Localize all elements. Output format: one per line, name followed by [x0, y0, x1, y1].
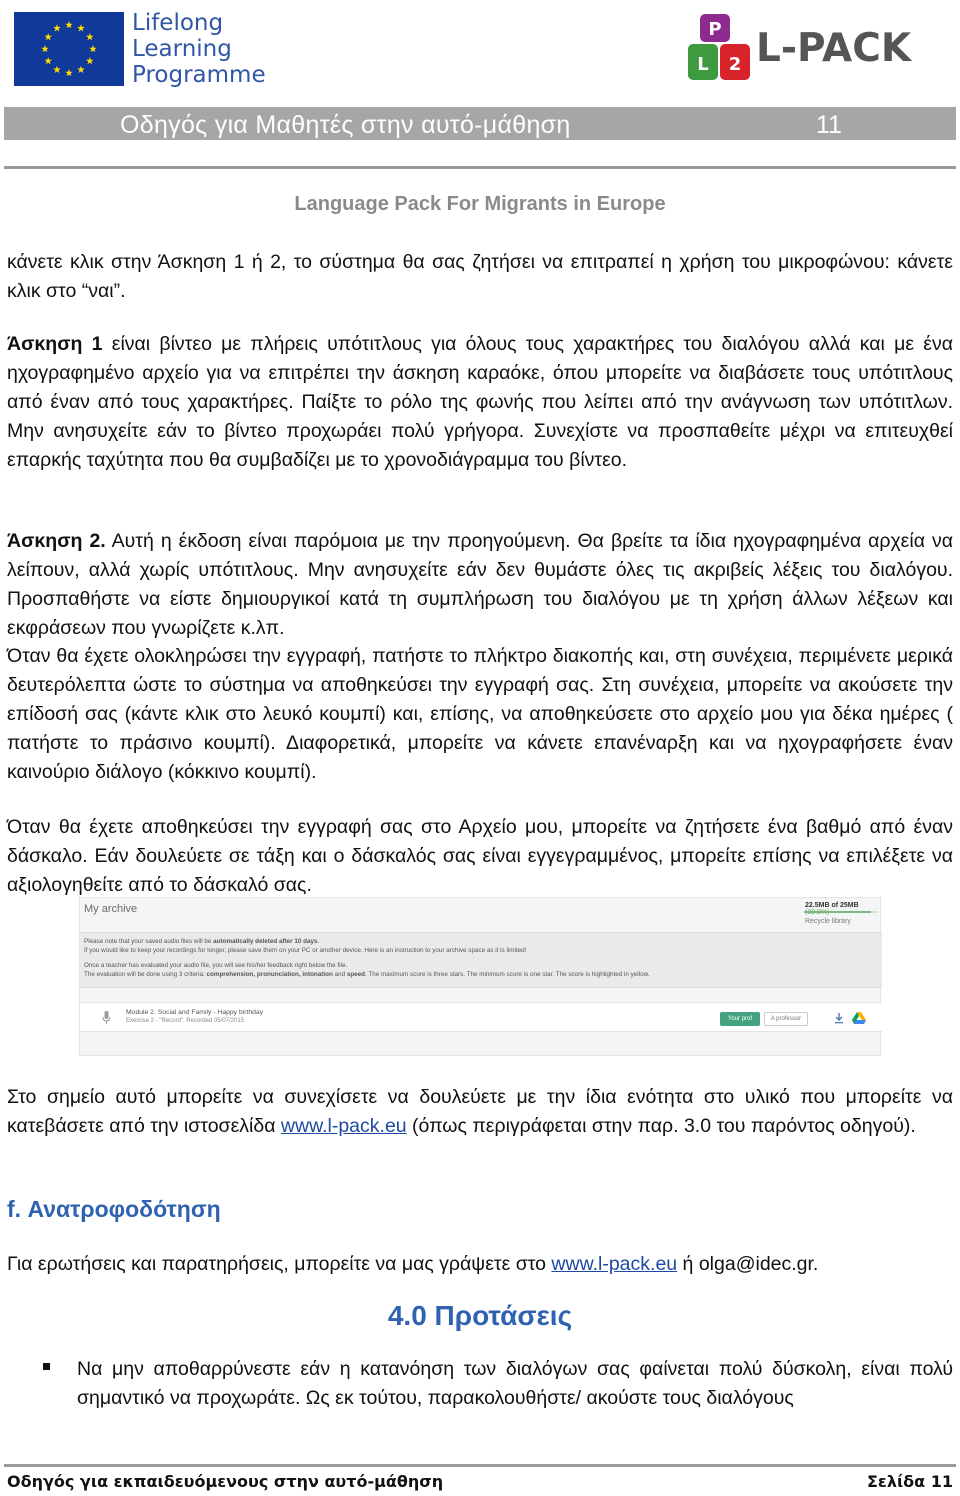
info-line-4-text: The evaluation will be done using 3 criteria:	[84, 971, 207, 978]
footer-page-number: Σελίδα 11	[866, 1472, 953, 1491]
archive-title: My archive	[84, 903, 138, 915]
archive-quota-used: 22.5MB of 25MB	[805, 902, 859, 909]
eu-flag-icon	[14, 12, 124, 86]
band-title: Οδηγός για Μαθητές στην αυτό-μάθηση	[120, 111, 571, 139]
recording-title: Module 2. Social and Family - Happy birthday	[126, 1009, 264, 1016]
info-line-4	[84, 971, 650, 978]
feedback-heading: f. Ανατροφοδότηση	[7, 1196, 221, 1222]
info-line-3: Once a teacher has evaluated your audio file, you will see his/her feedback right below the file.	[84, 962, 348, 969]
archive-info-box	[80, 932, 882, 988]
paragraph-exercise-2	[7, 527, 953, 643]
info-line-1-end: .	[317, 938, 320, 945]
lpack-wordmark: L-PACK	[756, 26, 912, 71]
llp-line-1: Lifelong	[132, 10, 224, 36]
bullet-square-icon	[43, 1363, 50, 1370]
paragraph-continue	[7, 1083, 953, 1141]
download-icon[interactable]	[834, 1012, 844, 1024]
lpack-puzzle-icon	[686, 12, 754, 84]
paragraph-exercise-1	[7, 330, 953, 475]
lpack-letter-2: 2	[728, 54, 742, 75]
lpack-logo	[686, 12, 926, 84]
lpack-letter-p: P	[708, 19, 722, 40]
suggestions-heading: 4.0 Προτάσεις	[387, 1300, 573, 1331]
header-rule	[4, 166, 956, 169]
lpack-letter-l: L	[697, 54, 709, 75]
paragraph-microphone: κάνετε κλικ στην Άσκηση 1 ή 2, το σύστημα θα σας ζητήσει να επιτραπεί η χρήση του μικροφώνου: κάνετε κλικ στο “ναι”.	[7, 251, 953, 302]
my-archive-screenshot	[79, 897, 881, 1056]
contact-website-link[interactable]: www.l-pack.eu	[551, 1253, 678, 1275]
llp-line-2: Learning	[132, 36, 232, 62]
info-line-2: If you would like to keep your recordings for longer, please save them on your PC or another device. Here is an instruction to your archive space as it is limited!	[84, 947, 527, 954]
paragraph-recording: Όταν θα έχετε ολοκληρώσει την εγγραφή, πατήστε το πλήκτρο διακοπής και, στη συνέχεια, περιμένετε μερικά δευτερόλεπτα ώστε το σύστημα να αποθηκεύσει την εγγραφή σας. Στη συνέχεια, μπορείτε να ακούσετε την επίδοσή σας (κάντε κλικ στο λευκό κουμπί) και, επίσης, να αποθηκεύσετε στο αρχείο μου για δέκα ημέρες ( πατήστε το πράσινο κουμπί). Διαφορετικά, μπορείτε να κάνετε επανέναρξη και να ηχογραφήσετε έναν καινούριο διάλογο (κόκκινο κουμπί).	[7, 645, 953, 783]
header-band	[4, 107, 956, 140]
archive-recording-row	[80, 1002, 882, 1032]
archive-quota-bar-fill	[804, 911, 871, 913]
contact-email-text: ή olga@idec.gr.	[677, 1253, 819, 1275]
band-page-number: 11	[816, 111, 842, 139]
archive-quota	[805, 902, 880, 916]
page-subtitle: Language Pack For Migrants in Europe	[294, 193, 666, 215]
info-line-4-speed: speed	[346, 971, 366, 978]
info-line-1-text: Please note that your saved audio files will be	[84, 938, 214, 945]
exercise-2-label: Άσκηση 2.	[7, 530, 106, 552]
exercise-1-label: Άσκηση 1	[7, 333, 103, 355]
footer-rule	[4, 1464, 956, 1467]
paragraph-contact	[7, 1250, 953, 1279]
your-prof-button[interactable]: Your prof	[720, 1012, 760, 1026]
info-line-4-and: and	[332, 971, 347, 978]
info-line-1-bold: automatically deleted after 10 days	[213, 938, 318, 945]
microphone-icon	[102, 1011, 111, 1025]
eu-lifelong-learning-logo	[14, 12, 264, 88]
recycle-library-link[interactable]: Recycle library	[805, 918, 851, 925]
footer-title: Οδηγός για εκπαιδευόμενους στην αυτό-μάθηση	[7, 1472, 444, 1491]
exercise-1-text: είναι βίντεο με πλήρεις υπότιτλους για όλους τους χαρακτήρες του διαλόγου αλλά και με ένα ηχογραφημένο αρχείο για να επιτρέπει την άσκηση καραόκε, όπου μπορείτε να διαβάσετε τους υπότιτλους από έναν από τους χαρακτήρες. Παίξτε το ρόλο της φωνής που λείπει από την ανάγνωση των υπότιτλων. Μην ανησυχείτε εάν το βίντεο προχωράει πολύ γρήγορα. Συνεχίστε να προσπαθείτε μέχρι να επιτευχθεί επαρκής ταχύτητα που θα συμβαδίζει με το χρονοδιάγραμμα του βίντεο.	[7, 333, 953, 471]
google-drive-icon[interactable]	[852, 1012, 866, 1024]
llp-line-3: Programme	[132, 62, 266, 88]
info-line-4-criteria: comprehension, pronunciation, intonation	[206, 971, 333, 978]
a-professor-button[interactable]: A professor	[764, 1012, 808, 1026]
paragraph-archive: Όταν θα έχετε αποθηκεύσει την εγγραφή σας στο Αρχείο μου, μπορείτε να ζητήσετε ένα βαθμό από έναν δάσκαλο. Εάν δουλεύετε σε τάξη και ο δάσκαλός σας είναι εγγεγραμμένος, μπορείτε επίσης να επιλέξετε να αξιολογηθείτε από το δάσκαλό σας.	[7, 816, 953, 896]
lpack-website-link[interactable]: www.l-pack.eu	[280, 1115, 407, 1137]
info-line-4-rest: . The maximum score is three stars. The minimum score is one star. The score is highlighted in yellow.	[365, 971, 650, 978]
continue-text: Στο σημείο αυτό μπορείτε να συνεχίσετε να δουλεύετε με την ίδια ενότητα στο υλικό που μπορείτε να κατεβάσετε από την ιστοσελίδα	[7, 1086, 953, 1137]
exercise-2-text: Αυτή η έκδοση είναι παρόμοια με την προηγούμενη. Θα βρείτε τα ίδια ηχογραφημένα αρχεία να λείπουν, αλλά χωρίς υπότιτλους. Μην ανησυχείτε εάν δεν θυμάστε όλες τις ακριβείς λέξεις του διαλόγου. Προσπαθήστε να είστε δημιουργικοί κατά τη συμπλήρωση του διαλόγου με τη χρήση άλλων λέξεων και εκφράσεων που γνωρίζετε κ.λπ.	[7, 530, 953, 639]
llp-wordmark	[132, 10, 266, 88]
archive-quota-bar	[804, 911, 878, 913]
continue-text-end: (όπως περιγράφεται στην παρ. 3.0 του παρόντος οδηγού).	[406, 1115, 916, 1137]
info-line-1	[84, 938, 319, 945]
suggestion-bullet-1: Να μην αποθαρρύνεστε εάν η κατανόηση των διαλόγων σας φαίνεται πολύ δύσκολη, είναι πολύ σημαντικό να προχωράτε. Ως εκ τούτου, παρακολουθήστε/ ακούστε τους διαλόγους	[77, 1358, 953, 1409]
contact-text: Για ερωτήσεις και παρατηρήσεις, μπορείτε να μας γράψετε στο	[7, 1253, 552, 1275]
recording-subtitle: Exercise 2 - "Record". Recorded 05/07/2015	[126, 1018, 244, 1024]
